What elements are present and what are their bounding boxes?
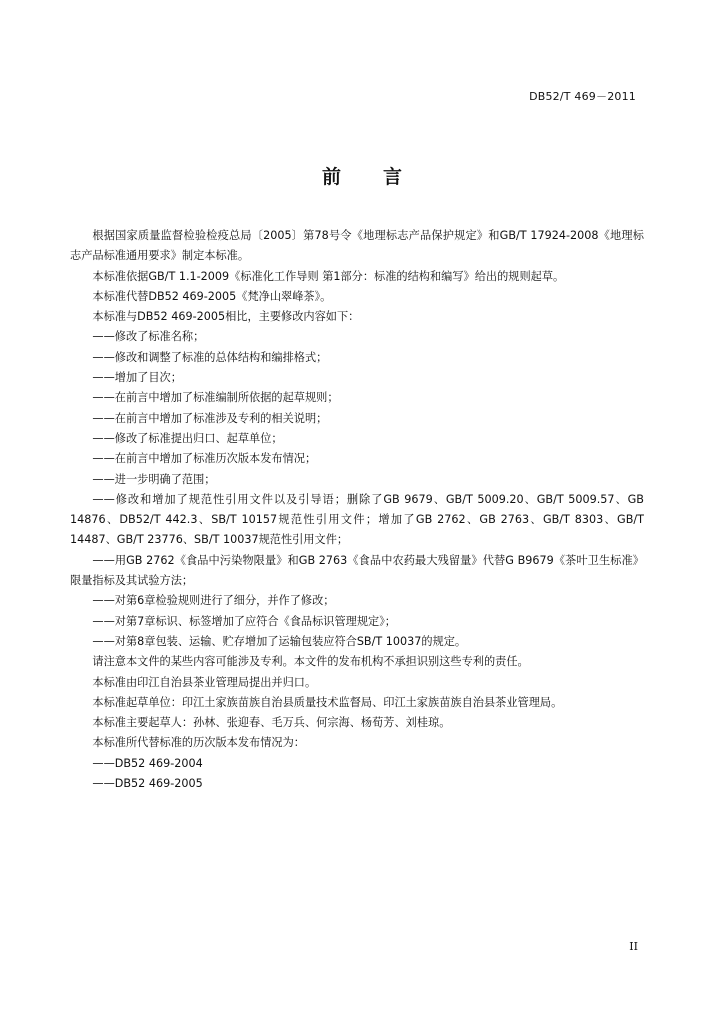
paragraph: 本标准代替DB52 469-2005《梵净山翠峰茶》。 (92, 289, 332, 303)
list-item: ——增加了目次； (92, 371, 182, 385)
standard-code: DB52/T 469－2011 (529, 90, 636, 103)
list-item: ——DB52 469-2005 (92, 777, 203, 791)
paragraph: 根据国家质量监督检验检疫总局〔2005〕第78号令《地理标志产品保护规定》和GB/T 17924-2008《地理标志产品标准通用要求》制定本标准。 (70, 229, 644, 263)
list-item: ——修改了标准提出归口、起草单位； (92, 431, 283, 445)
list-item: ——在前言中增加了标准历次版本发布情况； (92, 452, 317, 466)
list-item: ——对第6章检验规则进行了细分，并作了修改； (92, 594, 335, 608)
list-item: ——对第8章包装、运输、贮存增加了运输包装应符合SB/T 10037的规定。 (92, 634, 467, 648)
title-char-2: 言 (383, 166, 403, 188)
list-item: ——DB52 469-2004 (92, 756, 203, 770)
paragraph: 本标准所代替标准的历次版本发布情况为： (92, 736, 305, 750)
list-item: ——在前言中增加了标准编制所依据的起草规则； (92, 391, 339, 405)
paragraph: 请注意本文件的某些内容可能涉及专利。本文件的发布机构不承担识别这些专利的责任。 (92, 655, 529, 669)
page-title (0, 162, 724, 189)
list-item: ——修改和调整了标准的总体结构和编排格式； (92, 350, 328, 364)
title-char-1: 前 (321, 166, 341, 188)
page-number: II (629, 940, 638, 953)
paragraph: 本标准起草单位：印江土家族苗族自治县质量技术监督局、印江土家族苗族自治县茶业管理局。 (92, 695, 563, 709)
foreword-body (70, 226, 644, 794)
list-item: ——修改和增加了规范性引用文件以及引导语；删除了GB 9679、GB/T 5009.20、GB/T 5009.57、GB 14876、DB52/T 442.3、SB/T 10157规范性引用文件；增加了GB 2762、GB 2763、GB/T 8303、GB/T 14487、GB/T 23776、SB/T 10037规范性引用文件； (70, 492, 644, 547)
list-item: ——进一步明确了范围； (92, 472, 216, 486)
list-item: ——修改了标准名称； (92, 330, 205, 344)
list-item: ——在前言中增加了标准涉及专利的相关说明； (92, 411, 328, 425)
paragraph: 本标准主要起草人：孙林、张迎春、毛万兵、何宗海、杨荀芳、刘桂琼。 (92, 716, 451, 730)
paragraph: 本标准依据GB/T 1.1-2009《标准化工作导则 第1部分：标准的结构和编写》给出的规则起草。 (92, 269, 565, 283)
list-item: ——对第7章标识、标签增加了应符合《食品标识管理规定》； (92, 614, 396, 628)
paragraph: 本标准与DB52 469-2005相比，主要修改内容如下： (92, 310, 360, 324)
paragraph: 本标准由印江自治县茶业管理局提出并归口。 (92, 675, 317, 689)
list-item: ——用GB 2762《食品中污染物限量》和GB 2763《食品中农药最大残留量》代替G B9679《茶叶卫生标准》限量指标及其试验方法； (70, 553, 644, 588)
